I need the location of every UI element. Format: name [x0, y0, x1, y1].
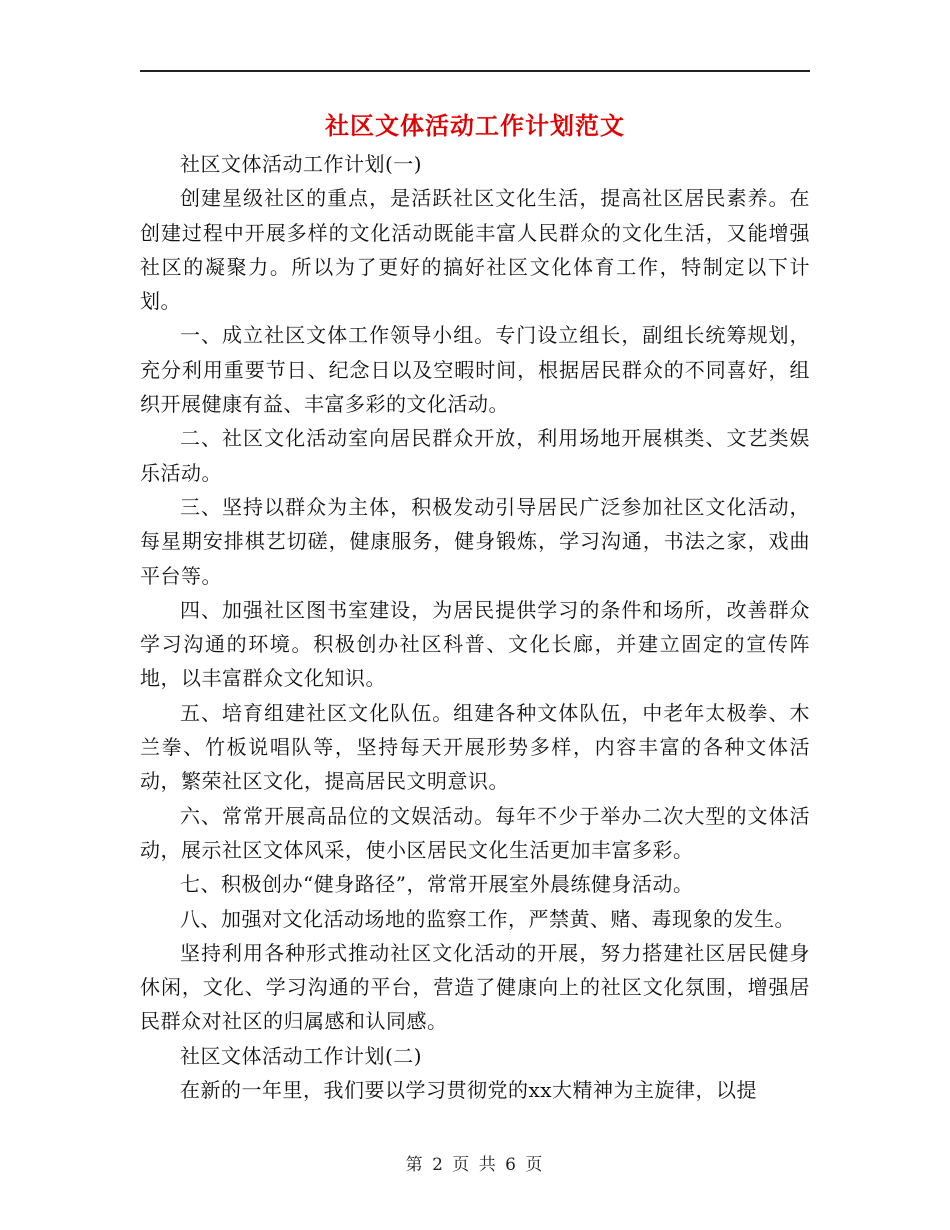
paragraph-item-6: 六、常常开展高品位的文娱活动。每年不少于举办二次大型的文体活动，展示社区文体风采，使小区居民文化生活更加丰富多彩。	[140, 803, 810, 862]
paragraph-item-3: 三、坚持以群众为主体，积极发动引导居民广泛参加社区文化活动，每星期安排棋艺切磋，健康服务，健身锻炼，学习沟通，书法之家，戏曲平台等。	[140, 494, 810, 588]
paragraph-intro: 创建星级社区的重点，是活跃社区文化生活，提高社区居民素养。在创建过程中开展多样的文化活动既能丰富人民群众的文化生活，又能增强社区的凝聚力。所以为了更好的搞好社区文化体育工作，特制定以下计划。	[140, 186, 810, 314]
paragraph-item-5: 五、培育组建社区文化队伍。组建各种文体队伍，中老年太极拳、木兰拳、竹板说唱队等，坚持每天开展形势多样，内容丰富的各种文体活动，繁荣社区文化，提高居民文明意识。	[140, 700, 810, 794]
section-heading-2: 社区文体活动工作计划(二)	[180, 1043, 423, 1068]
paragraph-item-8: 八、加强对文化活动场地的监察工作，严禁黄、赌、毒现象的发生。	[180, 906, 795, 931]
page-number: 第 2 页 共 6 页	[405, 1155, 545, 1175]
document-title: 社区文体活动工作计划范文	[325, 111, 625, 140]
document-body	[140, 147, 810, 1107]
paragraph-item-1: 一、成立社区文体工作领导小组。专门设立组长，副组长统筹规划，充分利用重要节日、纪念日以及空暇时间，根据居民群众的不同喜好，组织开展健康有益、丰富多彩的文化活动。	[140, 323, 810, 417]
paragraph-item-4: 四、加强社区图书室建设，为居民提供学习的条件和场所，改善群众学习沟通的环境。积极创办社区科普、文化长廊，并建立固定的宣传阵地，以丰富群众文化知识。	[140, 597, 810, 691]
paragraph-conclusion: 坚持利用各种形式推动社区文化活动的开展，努力搭建社区居民健身休闲，文化、学习沟通的平台，营造了健康向上的社区文化氛围，增强居民群众对社区的归属感和认同感。	[140, 940, 810, 1034]
section-heading-1: 社区文体活动工作计划(一)	[180, 152, 423, 176]
header-rule	[140, 70, 810, 72]
paragraph-item-7: 七、积极创办“健身路径”，常常开展室外晨练健身活动。	[180, 872, 694, 897]
paragraph-item-2: 二、社区文化活动室向居民群众开放，利用场地开展棋类、文艺类娱乐活动。	[140, 426, 810, 485]
paragraph-section-2-start: 在新的一年里，我们要以学习贯彻党的xx大精神为主旋律，以提	[180, 1078, 758, 1103]
